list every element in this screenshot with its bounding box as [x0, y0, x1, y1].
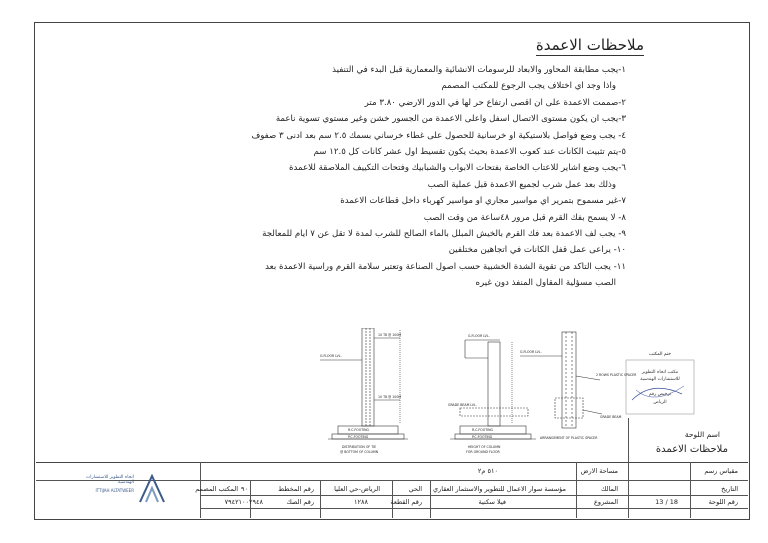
stamp-line-4: ترخيص رقم [648, 392, 672, 397]
d1-floor-label: G.FLOOR LVL. [320, 354, 342, 358]
project-label: المشروع [594, 498, 618, 506]
d3-spacer-label: 2 ROWS PLASTIC SPACER [596, 373, 637, 377]
d3-caption: ARRANGEMENT OF PLASTIC SPACER [540, 436, 598, 440]
column-details-drawing [300, 328, 650, 458]
detail-plastic-spacer [520, 332, 602, 428]
district-value: الرياض-حي العليا [334, 485, 380, 493]
stamp-line-3: للاستشارات الهندسية [640, 377, 680, 382]
owner-value: مؤسسة سوار الاعمال للتطوير والاستثمار العقاري [433, 485, 566, 493]
d2-pc-footing-label: P.C.FOOTING [472, 435, 493, 439]
company-logo-icon [138, 474, 166, 504]
note-line: ١-يجب مطابقة المحاور والابعاد للرسومات الانشائية والمعمارية قبل البدء في التنفيذ [332, 65, 626, 75]
d2-caption-1: HEIGHT OF COLUMN [468, 445, 501, 449]
deed-number-label: رقم الصك [286, 498, 314, 506]
d3-floor-label: G.FLOOR LVL. [520, 350, 542, 354]
district-label: الحي [408, 485, 422, 493]
scale-label: مقياس رسم [704, 467, 738, 475]
note-line: واذا وجد اي اختلاف يجب الرجوع للمكتب المصمم [441, 81, 616, 92]
plan-number-label: رقم المخطط [278, 485, 314, 493]
note-line: ٥-يتم تثبيت الكانات عند كعوب الاعمدة بحيث يكون تقسيط اول عشر كانات كل ١٢.٥ سم [313, 147, 626, 158]
panel-name-value: ملاحظات الاعمدة [655, 444, 728, 455]
d2-floor-label: G.FLOOR LVL. [468, 334, 490, 338]
notes-title: ملاحظات الاعمدة [535, 36, 644, 54]
plan-number-value: ٩٠ [241, 485, 248, 493]
d1-rc-footing-label: R.C.FOOTING [348, 428, 369, 432]
d2-rc-footing-label: R.C.FOOTING [472, 428, 493, 432]
tb-divider [576, 462, 577, 518]
designer-office-label: المكتب المصمم [195, 485, 238, 493]
notes-list [86, 62, 626, 292]
d1-ties-bottom-label: 10 T8 @ 100M [378, 395, 402, 399]
land-area-value: ٥١٠ م٢ [477, 467, 498, 475]
note-line: ٦-يجب وضع اشاير للاعتاب الخاصة بفتحات الابواب والشبابيك وفتحات التكييف الملاصقة للاعمدة [289, 163, 626, 174]
note-line: وذلك بعد عمل شرب لجميع الاعمدة قبل عملية الصب [427, 179, 616, 190]
detail-tie-distribution [320, 328, 408, 439]
sheet-number-label: رقم اللوحة [708, 498, 738, 506]
note-line: ٨- لا يسمح بفك القرم قبل مرور ٤٨ساعة من وقت الصب [423, 212, 626, 223]
plot-number-value: ١٢٨٨ [354, 498, 368, 506]
tb-divider [200, 508, 748, 509]
tb-divider [430, 480, 431, 518]
note-line: ٩- يجب لف الاعمدة بعد فك القرم بالخيش المبلل بالماء الصالح للشرب لمدة لا تقل عن ٧ ايام للمعالجة [262, 229, 626, 240]
note-line: الصب مسؤلية المقاول المنفذ دون غيره [475, 278, 616, 289]
tb-divider [628, 462, 629, 518]
date-label: التاريخ [721, 485, 738, 493]
d1-pc-footing-label: P.C.FOOTING [348, 435, 369, 439]
deed-number-value: ٧٩٤٢١٠٠٢٩٤٨ [224, 498, 263, 506]
note-line: ٢-صممت الاعمدة على ان اقصى ارتفاع حر لها في الدور الارضي ٣.٨٠ متر [364, 97, 626, 108]
land-area-label: مساحة الارض [580, 467, 618, 475]
panel-name-box [628, 418, 749, 462]
stamp-line-5: الرياض [653, 400, 667, 405]
d2-beam-label: GRADE BEAM LVL. [448, 403, 477, 407]
panel-name-label: اسم اللوحة [684, 430, 720, 439]
stamp-line-1: ختم المكتب [648, 352, 672, 357]
note-line: ١٠- يراعى عمل قفل الكانات في اتجاهين مختلفين [448, 245, 626, 256]
d2-caption-2: FOR GROUND FLOOR [466, 450, 500, 454]
company-name-english: ITTIJAH ALTATWEER [95, 488, 134, 493]
d1-ties-top-label: 10 T8 @ 100M [378, 333, 402, 337]
sheet-number-value: 13 / 18 [655, 498, 678, 506]
note-line: ٧-غير مسموح بتمرير اي مواسير مجاري او مواسير كهرباء داخل قطاعات الاعمدة [340, 196, 626, 207]
tb-divider [690, 462, 691, 518]
tb-divider [320, 480, 321, 518]
note-line: ٣-يجب ان يكون مستوى الاتصال اسفل واعلى الاعمدة من الجسور خشن وغير مستوي تسوية ناعمة [275, 114, 626, 125]
plot-number-label: رقم القطعة [390, 498, 422, 506]
tb-divider [200, 495, 748, 496]
note-line: ١١- يجب التاكد من تقوية الشدة الخشبية حسب اصول الصناعة وتعتبر سلامة القرم وراسية الاعمدة بعد [265, 261, 626, 272]
company-name-arabic: اتجاه التطوير للاستشارات الهندسية [86, 475, 134, 485]
d1-caption-1: DISTRIBUTION OF TIE [342, 445, 377, 449]
stamp-line-2: مكتب اتجاه التطوير [641, 370, 679, 375]
detail-column-height [450, 340, 536, 439]
office-stamp [622, 350, 698, 418]
note-line: ٤- يجب وضع فواصل بلاستيكية او خرسانية للحصول على غطاء خرساني بسمك ٢.٥ سم بعد ادنى ٣ صفوف [251, 130, 626, 141]
project-value: فيلا سكنية [478, 498, 506, 506]
d3-beam-label: GRADE BEAM [600, 415, 622, 419]
d1-caption-2: @ BOTTOM OF COLUMN [340, 450, 379, 454]
owner-label: المالك [601, 485, 618, 493]
